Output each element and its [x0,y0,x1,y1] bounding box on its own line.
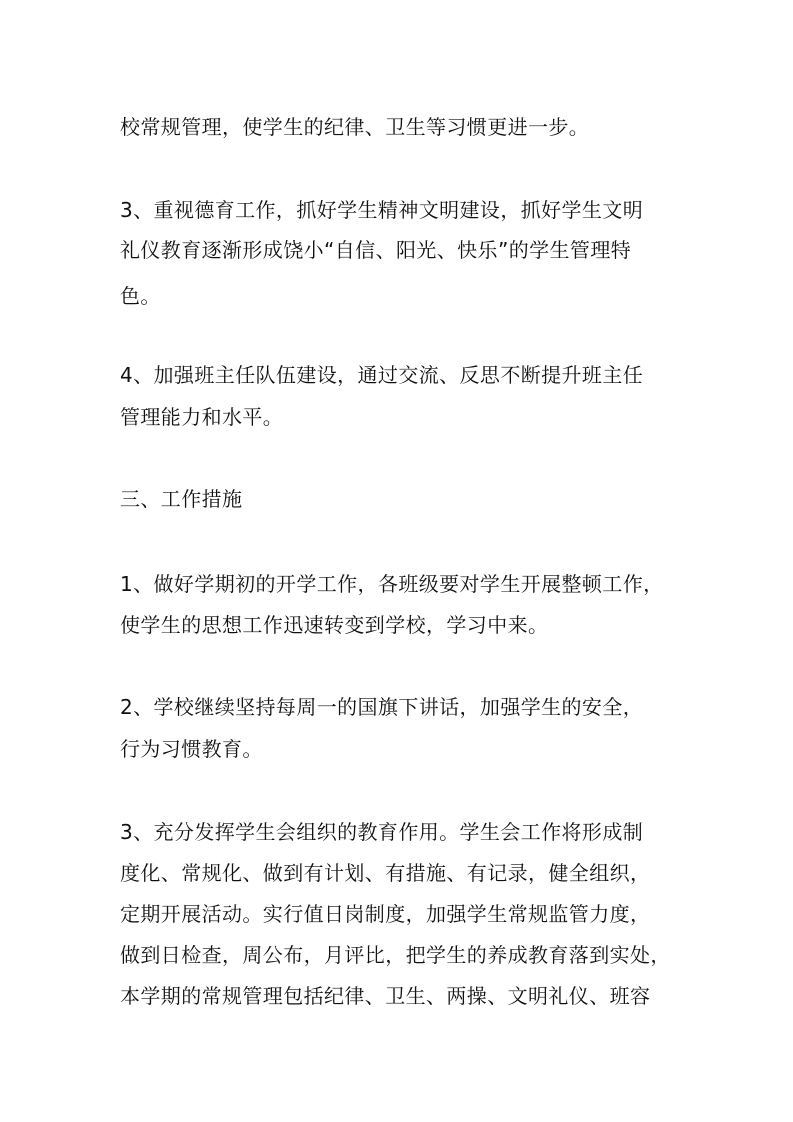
paragraph-line: 1、做好学期初的开学工作，各班级要对学生开展整顿工作， [120,572,664,596]
paragraph-line: 做到日检查，周公布，月评比，把学生的养成教育落到实处， [120,943,671,967]
paragraph-line: 使学生的思想工作迅速转变到学校，学习中来。 [120,613,549,637]
paragraph-line: 本学期的常规管理包括纪律、卫生、两操、文明礼仪、班容 [120,984,651,1008]
paragraph-line: 2、学校继续坚持每周一的国旗下讲话，加强学生的安全， [120,695,644,719]
paragraph-line: 礼仪教育逐渐形成饶小“自信、阳光、快乐”的学生管理特 [120,238,632,262]
paragraph-line: 校常规管理，使学生的纪律、卫生等习惯更进一步。 [120,115,590,139]
paragraph-line: 4、加强班主任队伍建设，通过交流、反思不断提升班主任 [120,363,644,387]
paragraph-line: 色。 [120,284,161,308]
paragraph-line: 行为习惯教育。 [120,737,263,761]
paragraph-line: 3、充分发挥学生会组织的教育作用。学生会工作将形成制 [120,820,644,844]
paragraph-line: 管理能力和水平。 [120,405,284,429]
paragraph-line: 3、重视德育工作，抓好学生精神文明建设，抓好学生文明 [120,198,644,222]
paragraph-line: 度化、常规化、做到有计划、有措施、有记录，健全组织， [120,861,651,885]
paragraph-line: 定期开展活动。实行值日岗制度，加强学生常规监管力度， [120,902,651,926]
section-heading: 三、工作措施 [120,487,243,511]
